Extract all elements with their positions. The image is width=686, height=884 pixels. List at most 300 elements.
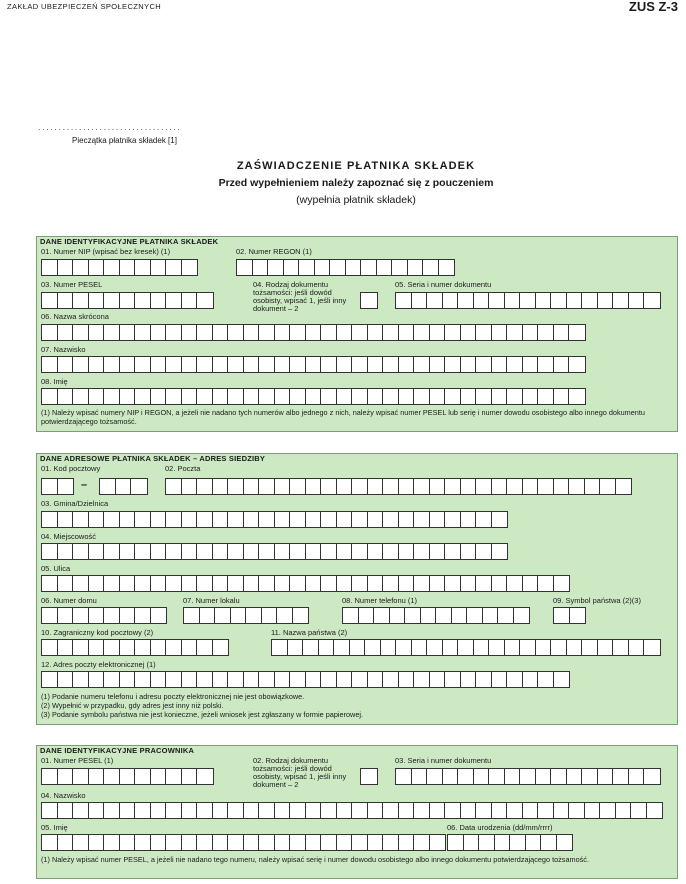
char-cell[interactable] bbox=[383, 325, 399, 340]
char-cell[interactable] bbox=[42, 357, 58, 372]
char-cell[interactable] bbox=[523, 479, 539, 494]
char-cell[interactable] bbox=[321, 672, 337, 687]
char-cell[interactable] bbox=[182, 293, 198, 308]
char-cell[interactable] bbox=[73, 293, 89, 308]
char-cell[interactable] bbox=[430, 835, 446, 850]
char-cell[interactable] bbox=[520, 769, 536, 784]
char-cell[interactable] bbox=[616, 803, 632, 818]
char-cell[interactable] bbox=[443, 640, 459, 655]
char-cell[interactable] bbox=[151, 835, 167, 850]
post-office-field[interactable] bbox=[165, 478, 632, 495]
employee-doc-number-field[interactable] bbox=[395, 768, 661, 785]
char-cell[interactable] bbox=[554, 672, 570, 687]
char-cell[interactable] bbox=[445, 357, 461, 372]
char-cell[interactable] bbox=[42, 544, 58, 559]
char-cell[interactable] bbox=[321, 357, 337, 372]
char-cell[interactable] bbox=[383, 389, 399, 404]
char-cell[interactable] bbox=[89, 608, 105, 623]
char-cell[interactable] bbox=[104, 769, 120, 784]
char-cell[interactable] bbox=[120, 389, 136, 404]
char-cell[interactable] bbox=[461, 544, 477, 559]
char-cell[interactable] bbox=[200, 608, 216, 623]
char-cell[interactable] bbox=[197, 576, 213, 591]
char-cell[interactable] bbox=[182, 769, 198, 784]
char-cell[interactable] bbox=[319, 640, 335, 655]
char-cell[interactable] bbox=[89, 803, 105, 818]
char-cell[interactable] bbox=[244, 389, 260, 404]
char-cell[interactable] bbox=[104, 260, 120, 275]
char-cell[interactable] bbox=[570, 608, 586, 623]
char-cell[interactable] bbox=[458, 640, 474, 655]
foreign-postal-code-field[interactable] bbox=[41, 639, 229, 656]
char-cell[interactable] bbox=[538, 357, 554, 372]
employee-pesel-field[interactable] bbox=[41, 768, 214, 785]
char-cell[interactable] bbox=[557, 835, 573, 850]
char-cell[interactable] bbox=[166, 835, 182, 850]
char-cell[interactable] bbox=[299, 260, 315, 275]
char-cell[interactable] bbox=[58, 260, 74, 275]
char-cell[interactable] bbox=[352, 325, 368, 340]
postal-code-part1[interactable] bbox=[41, 478, 74, 495]
char-cell[interactable] bbox=[290, 803, 306, 818]
char-cell[interactable] bbox=[116, 479, 132, 494]
char-cell[interactable] bbox=[73, 357, 89, 372]
char-cell[interactable] bbox=[536, 293, 552, 308]
char-cell[interactable] bbox=[197, 325, 213, 340]
char-cell[interactable] bbox=[120, 325, 136, 340]
char-cell[interactable] bbox=[73, 803, 89, 818]
char-cell[interactable] bbox=[228, 672, 244, 687]
char-cell[interactable] bbox=[337, 325, 353, 340]
char-cell[interactable] bbox=[213, 389, 229, 404]
char-cell[interactable] bbox=[392, 260, 408, 275]
char-cell[interactable] bbox=[330, 260, 346, 275]
char-cell[interactable] bbox=[244, 325, 260, 340]
char-cell[interactable] bbox=[135, 835, 151, 850]
char-cell[interactable] bbox=[507, 803, 523, 818]
char-cell[interactable] bbox=[120, 357, 136, 372]
char-cell[interactable] bbox=[197, 293, 213, 308]
char-cell[interactable] bbox=[461, 389, 477, 404]
char-cell[interactable] bbox=[538, 672, 554, 687]
char-cell[interactable] bbox=[321, 835, 337, 850]
char-cell[interactable] bbox=[197, 835, 213, 850]
char-cell[interactable] bbox=[151, 357, 167, 372]
char-cell[interactable] bbox=[73, 769, 89, 784]
payer-name-field[interactable] bbox=[41, 388, 586, 405]
char-cell[interactable] bbox=[135, 293, 151, 308]
char-cell[interactable] bbox=[166, 389, 182, 404]
char-cell[interactable] bbox=[551, 769, 567, 784]
char-cell[interactable] bbox=[135, 672, 151, 687]
char-cell[interactable] bbox=[89, 293, 105, 308]
char-cell[interactable] bbox=[414, 672, 430, 687]
char-cell[interactable] bbox=[104, 325, 120, 340]
char-cell[interactable] bbox=[73, 325, 89, 340]
char-cell[interactable] bbox=[253, 260, 269, 275]
char-cell[interactable] bbox=[598, 640, 614, 655]
char-cell[interactable] bbox=[104, 293, 120, 308]
char-cell[interactable] bbox=[135, 389, 151, 404]
char-cell[interactable] bbox=[213, 835, 229, 850]
house-number-field[interactable] bbox=[41, 607, 167, 624]
char-cell[interactable] bbox=[306, 576, 322, 591]
char-cell[interactable] bbox=[368, 479, 384, 494]
char-cell[interactable] bbox=[476, 389, 492, 404]
char-cell[interactable] bbox=[383, 672, 399, 687]
char-cell[interactable] bbox=[383, 512, 399, 527]
char-cell[interactable] bbox=[554, 479, 570, 494]
char-cell[interactable] bbox=[58, 803, 74, 818]
char-cell[interactable] bbox=[536, 640, 552, 655]
char-cell[interactable] bbox=[510, 835, 526, 850]
char-cell[interactable] bbox=[89, 640, 105, 655]
char-cell[interactable] bbox=[523, 357, 539, 372]
char-cell[interactable] bbox=[377, 260, 393, 275]
char-cell[interactable] bbox=[182, 325, 198, 340]
char-cell[interactable] bbox=[228, 835, 244, 850]
char-cell[interactable] bbox=[352, 576, 368, 591]
char-cell[interactable] bbox=[197, 479, 213, 494]
char-cell[interactable] bbox=[259, 512, 275, 527]
char-cell[interactable] bbox=[538, 389, 554, 404]
char-cell[interactable] bbox=[135, 608, 151, 623]
char-cell[interactable] bbox=[290, 325, 306, 340]
char-cell[interactable] bbox=[89, 544, 105, 559]
char-cell[interactable] bbox=[405, 608, 421, 623]
char-cell[interactable] bbox=[228, 512, 244, 527]
char-cell[interactable] bbox=[567, 293, 583, 308]
char-cell[interactable] bbox=[259, 803, 275, 818]
char-cell[interactable] bbox=[73, 512, 89, 527]
char-cell[interactable] bbox=[213, 325, 229, 340]
char-cell[interactable] bbox=[197, 544, 213, 559]
char-cell[interactable] bbox=[182, 357, 198, 372]
char-cell[interactable] bbox=[492, 479, 508, 494]
char-cell[interactable] bbox=[399, 672, 415, 687]
char-cell[interactable] bbox=[585, 803, 601, 818]
char-cell[interactable] bbox=[42, 672, 58, 687]
char-cell[interactable] bbox=[244, 357, 260, 372]
char-cell[interactable] bbox=[523, 672, 539, 687]
char-cell[interactable] bbox=[399, 389, 415, 404]
char-cell[interactable] bbox=[58, 512, 74, 527]
char-cell[interactable] bbox=[290, 672, 306, 687]
char-cell[interactable] bbox=[197, 803, 213, 818]
char-cell[interactable] bbox=[166, 769, 182, 784]
char-cell[interactable] bbox=[476, 803, 492, 818]
char-cell[interactable] bbox=[337, 479, 353, 494]
char-cell[interactable] bbox=[197, 672, 213, 687]
char-cell[interactable] bbox=[135, 576, 151, 591]
char-cell[interactable] bbox=[151, 769, 167, 784]
char-cell[interactable] bbox=[421, 608, 437, 623]
char-cell[interactable] bbox=[104, 389, 120, 404]
char-cell[interactable] bbox=[104, 672, 120, 687]
char-cell[interactable] bbox=[182, 835, 198, 850]
char-cell[interactable] bbox=[430, 389, 446, 404]
char-cell[interactable] bbox=[399, 512, 415, 527]
char-cell[interactable] bbox=[352, 544, 368, 559]
char-cell[interactable] bbox=[399, 325, 415, 340]
char-cell[interactable] bbox=[458, 769, 474, 784]
char-cell[interactable] bbox=[523, 325, 539, 340]
street-field[interactable] bbox=[41, 575, 570, 592]
char-cell[interactable] bbox=[244, 803, 260, 818]
char-cell[interactable] bbox=[492, 803, 508, 818]
char-cell[interactable] bbox=[399, 803, 415, 818]
char-cell[interactable] bbox=[182, 640, 198, 655]
char-cell[interactable] bbox=[184, 608, 200, 623]
char-cell[interactable] bbox=[104, 608, 120, 623]
char-cell[interactable] bbox=[368, 357, 384, 372]
char-cell[interactable] bbox=[368, 576, 384, 591]
phone-field[interactable] bbox=[342, 607, 530, 624]
char-cell[interactable] bbox=[582, 293, 598, 308]
char-cell[interactable] bbox=[89, 672, 105, 687]
char-cell[interactable] bbox=[476, 512, 492, 527]
char-cell[interactable] bbox=[275, 479, 291, 494]
char-cell[interactable] bbox=[321, 479, 337, 494]
char-cell[interactable] bbox=[520, 640, 536, 655]
char-cell[interactable] bbox=[275, 325, 291, 340]
char-cell[interactable] bbox=[275, 512, 291, 527]
payer-doc-number-field[interactable] bbox=[395, 292, 661, 309]
char-cell[interactable] bbox=[275, 357, 291, 372]
char-cell[interactable] bbox=[228, 479, 244, 494]
char-cell[interactable] bbox=[166, 325, 182, 340]
char-cell[interactable] bbox=[476, 357, 492, 372]
char-cell[interactable] bbox=[383, 544, 399, 559]
char-cell[interactable] bbox=[151, 576, 167, 591]
char-cell[interactable] bbox=[368, 803, 384, 818]
char-cell[interactable] bbox=[231, 608, 247, 623]
char-cell[interactable] bbox=[182, 576, 198, 591]
char-cell[interactable] bbox=[306, 512, 322, 527]
char-cell[interactable] bbox=[89, 260, 105, 275]
char-cell[interactable] bbox=[151, 260, 167, 275]
char-cell[interactable] bbox=[89, 325, 105, 340]
char-cell[interactable] bbox=[166, 640, 182, 655]
char-cell[interactable] bbox=[244, 835, 260, 850]
char-cell[interactable] bbox=[42, 640, 58, 655]
char-cell[interactable] bbox=[352, 357, 368, 372]
char-cell[interactable] bbox=[215, 608, 231, 623]
char-cell[interactable] bbox=[246, 608, 262, 623]
char-cell[interactable] bbox=[569, 357, 585, 372]
employee-doc-type-field[interactable] bbox=[360, 768, 378, 785]
char-cell[interactable] bbox=[476, 576, 492, 591]
char-cell[interactable] bbox=[42, 260, 58, 275]
char-cell[interactable] bbox=[42, 608, 58, 623]
char-cell[interactable] bbox=[42, 479, 58, 494]
char-cell[interactable] bbox=[412, 640, 428, 655]
char-cell[interactable] bbox=[383, 803, 399, 818]
char-cell[interactable] bbox=[182, 544, 198, 559]
char-cell[interactable] bbox=[135, 803, 151, 818]
char-cell[interactable] bbox=[135, 512, 151, 527]
char-cell[interactable] bbox=[58, 325, 74, 340]
char-cell[interactable] bbox=[629, 640, 645, 655]
char-cell[interactable] bbox=[182, 512, 198, 527]
char-cell[interactable] bbox=[275, 803, 291, 818]
char-cell[interactable] bbox=[352, 803, 368, 818]
char-cell[interactable] bbox=[381, 640, 397, 655]
char-cell[interactable] bbox=[321, 512, 337, 527]
char-cell[interactable] bbox=[436, 608, 452, 623]
char-cell[interactable] bbox=[474, 293, 490, 308]
char-cell[interactable] bbox=[58, 544, 74, 559]
char-cell[interactable] bbox=[567, 640, 583, 655]
char-cell[interactable] bbox=[554, 608, 570, 623]
char-cell[interactable] bbox=[551, 293, 567, 308]
char-cell[interactable] bbox=[399, 835, 415, 850]
char-cell[interactable] bbox=[439, 260, 455, 275]
char-cell[interactable] bbox=[476, 479, 492, 494]
char-cell[interactable] bbox=[554, 325, 570, 340]
char-cell[interactable] bbox=[42, 325, 58, 340]
char-cell[interactable] bbox=[461, 672, 477, 687]
char-cell[interactable] bbox=[383, 576, 399, 591]
char-cell[interactable] bbox=[58, 640, 74, 655]
char-cell[interactable] bbox=[613, 640, 629, 655]
char-cell[interactable] bbox=[89, 769, 105, 784]
char-cell[interactable] bbox=[458, 293, 474, 308]
char-cell[interactable] bbox=[507, 672, 523, 687]
char-cell[interactable] bbox=[414, 389, 430, 404]
char-cell[interactable] bbox=[259, 389, 275, 404]
char-cell[interactable] bbox=[244, 672, 260, 687]
char-cell[interactable] bbox=[569, 803, 585, 818]
char-cell[interactable] bbox=[166, 803, 182, 818]
char-cell[interactable] bbox=[166, 479, 182, 494]
char-cell[interactable] bbox=[120, 512, 136, 527]
char-cell[interactable] bbox=[368, 512, 384, 527]
char-cell[interactable] bbox=[228, 325, 244, 340]
char-cell[interactable] bbox=[551, 640, 567, 655]
char-cell[interactable] bbox=[120, 544, 136, 559]
char-cell[interactable] bbox=[262, 608, 278, 623]
char-cell[interactable] bbox=[343, 608, 359, 623]
char-cell[interactable] bbox=[120, 769, 136, 784]
char-cell[interactable] bbox=[352, 835, 368, 850]
char-cell[interactable] bbox=[414, 479, 430, 494]
char-cell[interactable] bbox=[120, 293, 136, 308]
char-cell[interactable] bbox=[414, 576, 430, 591]
char-cell[interactable] bbox=[303, 640, 319, 655]
char-cell[interactable] bbox=[73, 260, 89, 275]
char-cell[interactable] bbox=[461, 479, 477, 494]
country-symbol-field[interactable] bbox=[553, 607, 586, 624]
char-cell[interactable] bbox=[430, 544, 446, 559]
char-cell[interactable] bbox=[365, 640, 381, 655]
char-cell[interactable] bbox=[492, 325, 508, 340]
char-cell[interactable] bbox=[352, 672, 368, 687]
char-cell[interactable] bbox=[445, 576, 461, 591]
char-cell[interactable] bbox=[585, 479, 601, 494]
char-cell[interactable] bbox=[492, 357, 508, 372]
commune-field[interactable] bbox=[41, 511, 508, 528]
char-cell[interactable] bbox=[523, 389, 539, 404]
char-cell[interactable] bbox=[448, 835, 464, 850]
char-cell[interactable] bbox=[536, 769, 552, 784]
char-cell[interactable] bbox=[613, 769, 629, 784]
char-cell[interactable] bbox=[284, 260, 300, 275]
employee-surname-field[interactable] bbox=[41, 802, 663, 819]
char-cell[interactable] bbox=[361, 260, 377, 275]
char-cell[interactable] bbox=[42, 576, 58, 591]
char-cell[interactable] bbox=[361, 769, 377, 784]
char-cell[interactable] bbox=[461, 512, 477, 527]
char-cell[interactable] bbox=[120, 672, 136, 687]
char-cell[interactable] bbox=[445, 389, 461, 404]
char-cell[interactable] bbox=[567, 769, 583, 784]
char-cell[interactable] bbox=[151, 640, 167, 655]
char-cell[interactable] bbox=[259, 835, 275, 850]
char-cell[interactable] bbox=[306, 325, 322, 340]
char-cell[interactable] bbox=[166, 357, 182, 372]
char-cell[interactable] bbox=[42, 512, 58, 527]
char-cell[interactable] bbox=[228, 544, 244, 559]
char-cell[interactable] bbox=[520, 293, 536, 308]
char-cell[interactable] bbox=[58, 576, 74, 591]
char-cell[interactable] bbox=[461, 325, 477, 340]
char-cell[interactable] bbox=[337, 512, 353, 527]
char-cell[interactable] bbox=[554, 357, 570, 372]
char-cell[interactable] bbox=[383, 479, 399, 494]
char-cell[interactable] bbox=[290, 835, 306, 850]
char-cell[interactable] bbox=[492, 576, 508, 591]
char-cell[interactable] bbox=[554, 803, 570, 818]
char-cell[interactable] bbox=[120, 608, 136, 623]
char-cell[interactable] bbox=[166, 672, 182, 687]
char-cell[interactable] bbox=[598, 293, 614, 308]
char-cell[interactable] bbox=[495, 835, 511, 850]
char-cell[interactable] bbox=[244, 576, 260, 591]
char-cell[interactable] bbox=[507, 357, 523, 372]
char-cell[interactable] bbox=[346, 260, 362, 275]
flat-number-field[interactable] bbox=[183, 607, 309, 624]
char-cell[interactable] bbox=[390, 608, 406, 623]
char-cell[interactable] bbox=[275, 544, 291, 559]
char-cell[interactable] bbox=[166, 576, 182, 591]
char-cell[interactable] bbox=[492, 512, 508, 527]
char-cell[interactable] bbox=[399, 576, 415, 591]
char-cell[interactable] bbox=[644, 293, 660, 308]
char-cell[interactable] bbox=[268, 260, 284, 275]
char-cell[interactable] bbox=[290, 389, 306, 404]
char-cell[interactable] bbox=[275, 389, 291, 404]
char-cell[interactable] bbox=[430, 576, 446, 591]
char-cell[interactable] bbox=[514, 608, 530, 623]
char-cell[interactable] bbox=[600, 479, 616, 494]
char-cell[interactable] bbox=[538, 576, 554, 591]
char-cell[interactable] bbox=[474, 640, 490, 655]
char-cell[interactable] bbox=[368, 544, 384, 559]
char-cell[interactable] bbox=[337, 544, 353, 559]
char-cell[interactable] bbox=[489, 640, 505, 655]
char-cell[interactable] bbox=[244, 479, 260, 494]
birth-date-field[interactable] bbox=[447, 834, 573, 851]
char-cell[interactable] bbox=[476, 325, 492, 340]
char-cell[interactable] bbox=[443, 769, 459, 784]
char-cell[interactable] bbox=[505, 769, 521, 784]
char-cell[interactable] bbox=[337, 835, 353, 850]
char-cell[interactable] bbox=[414, 357, 430, 372]
char-cell[interactable] bbox=[445, 672, 461, 687]
char-cell[interactable] bbox=[89, 835, 105, 850]
char-cell[interactable] bbox=[629, 293, 645, 308]
